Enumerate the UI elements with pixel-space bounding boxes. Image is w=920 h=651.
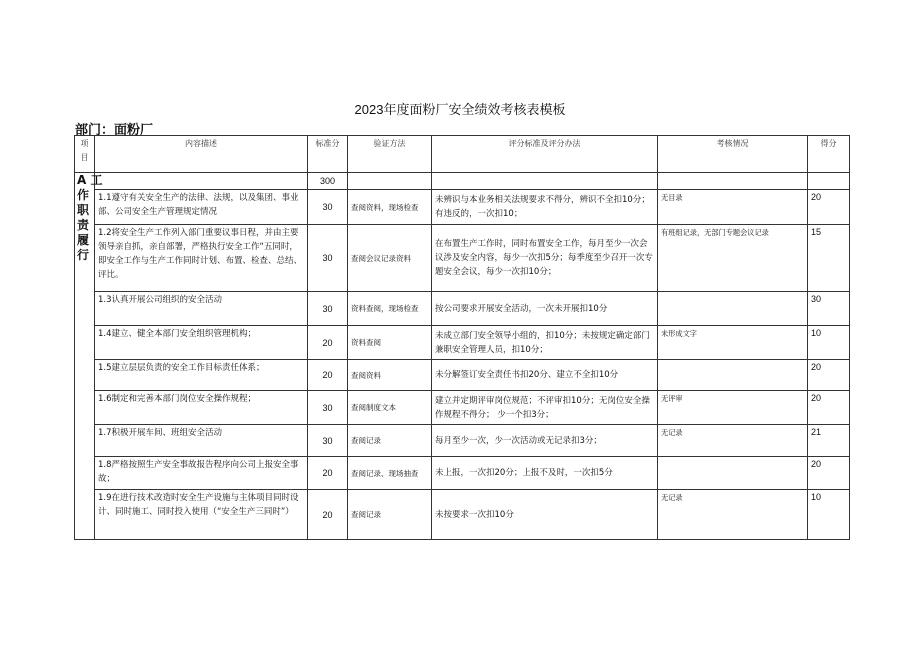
row-score: 20	[808, 190, 850, 225]
category-char: 责	[77, 218, 90, 232]
row-criteria: 未分解签订安全责任书扣20分、建立不全扣10分	[432, 360, 658, 391]
row-situation: 无记录	[658, 425, 808, 457]
header-item: 项目	[75, 136, 95, 173]
row-standard-score: 20	[308, 457, 348, 490]
row-content: 1.8严格按照生产安全事故报告程序向公司上报安全事故；	[95, 457, 308, 490]
row-standard-score: 20	[308, 326, 348, 360]
header-standard: 标准分	[308, 136, 348, 173]
row-content: 1.5建立层层负责的安全工作目标责任体系；	[95, 360, 308, 391]
row-situation: 无评审	[658, 391, 808, 425]
row-score: 15	[808, 225, 850, 292]
category-char: 职	[77, 203, 90, 217]
page-title: 2023年度面粉厂安全绩效考核表模板	[354, 102, 566, 117]
row-content: 1.6制定和完善本部门岗位安全操作规程；	[95, 391, 308, 425]
row-situation: 无记录	[658, 490, 808, 540]
row-score: 20	[808, 391, 850, 425]
subtotal-situation	[658, 173, 808, 190]
row-content: 1.1遵守有关安全生产的法律、法规，以及集团、事业部、公司安全生产管理规定情况	[95, 190, 308, 225]
category-char: 行	[77, 248, 90, 262]
row-criteria: 未上报，一次扣20分；上报不及时，一次扣5分	[432, 457, 658, 490]
row-score: 10	[808, 490, 850, 540]
subtotal-score	[808, 173, 850, 190]
row-method: 查阅资料，现场检查	[348, 190, 432, 225]
row-criteria: 每月至少一次，少一次活动或无记录扣3分；	[432, 425, 658, 457]
row-criteria: 按公司要求开展安全活动，一次未开展扣10分	[432, 292, 658, 326]
department-label: 部门：面粉厂	[75, 123, 154, 138]
row-standard-score: 30	[308, 425, 348, 457]
header-criteria: 评分标准及评分办法	[432, 136, 658, 173]
row-method: 查阅记录	[348, 425, 432, 457]
table-row	[75, 225, 850, 292]
row-method: 查阅记录、现场抽查	[348, 457, 432, 490]
row-standard-score: 30	[308, 292, 348, 326]
table-row	[75, 425, 850, 457]
category-suffix: 工	[90, 173, 103, 187]
row-score: 21	[808, 425, 850, 457]
row-method: 查阅资料	[348, 360, 432, 391]
table-row	[75, 360, 850, 391]
row-situation: 未形成文字	[658, 326, 808, 360]
row-score: 30	[808, 292, 850, 326]
row-method: 查阅制度文本	[348, 391, 432, 425]
row-standard-score: 30	[308, 391, 348, 425]
row-standard-score: 30	[308, 225, 348, 292]
header-score: 得分	[808, 136, 850, 173]
table-row	[75, 326, 850, 360]
header-situation: 考核情况	[658, 136, 808, 173]
row-situation	[658, 360, 808, 391]
row-score: 20	[808, 457, 850, 490]
table-row	[75, 490, 850, 540]
row-criteria: 未按要求一次扣10分	[432, 490, 658, 540]
table-row	[75, 457, 850, 490]
subtotal-criteria	[432, 173, 658, 190]
row-content: 1.7积极开展车间、班组安全活动	[95, 425, 308, 457]
assessment-table	[74, 135, 850, 540]
table-row	[75, 190, 850, 225]
row-situation: 无目录	[658, 190, 808, 225]
row-method: 查阅记录	[348, 490, 432, 540]
row-situation	[658, 457, 808, 490]
header-content: 内容描述	[95, 136, 308, 173]
subtotal-method	[348, 173, 432, 190]
row-score: 10	[808, 326, 850, 360]
row-content: 1.9在进行技术改造时安全生产设施与主体项目同时设计、同时施工、同时投入使用（“安全生产三同时”）	[95, 490, 308, 540]
row-content: 1.2将安全生产工作列入部门重要议事日程，并由主要领导亲自抓，亲自部署，严格执行安全工作“五同时，即安全工作与生产工作同时计划、布置、检查、总结、评比。	[95, 225, 308, 292]
header-row	[75, 136, 850, 173]
row-criteria: 建立并定期评审岗位规范；不评审扣10分；无岗位安全操作规程不得分； 少一个扣3分；	[432, 391, 658, 425]
subtotal-value: 300	[308, 173, 348, 190]
table-row	[75, 391, 850, 425]
row-score: 20	[808, 360, 850, 391]
header-method: 验证方法	[348, 136, 432, 173]
row-standard-score: 20	[308, 490, 348, 540]
row-method: 查阅会议记录资料	[348, 225, 432, 292]
row-criteria: 未成立部门安全领导小组的，扣10分；未按规定确定部门兼职安全管理人员，扣10分；	[432, 326, 658, 360]
category-cell	[75, 173, 103, 540]
subtotal-row	[75, 173, 850, 190]
row-situation	[658, 292, 808, 326]
row-criteria: 在布置生产工作时，同时布置安全工作，每月至少一次会议涉及安全内容，每少一次扣5分；每季度至少召开一次专题安全会议，每少一次扣10分；	[432, 225, 658, 292]
table-row	[75, 292, 850, 326]
category-char: 履	[77, 233, 90, 247]
row-situation: 有班组记录，无部门专题会议记录	[658, 225, 808, 292]
row-standard-score: 20	[308, 360, 348, 391]
row-method: 资料查阅	[348, 326, 432, 360]
row-content: 1.3认真开展公司组织的安全活动	[95, 292, 308, 326]
row-content: 1.4建立、健全本部门安全组织管理机构；	[95, 326, 308, 360]
row-method: 资料查阅，现场检查	[348, 292, 432, 326]
row-criteria: 未辨识与本业务相关法规要求不得分，辨识不全扣10分；有违反的，一次扣10；	[432, 190, 658, 225]
category-letter: A	[77, 173, 87, 187]
subtotal-content	[95, 173, 308, 190]
row-standard-score: 30	[308, 190, 348, 225]
category-char: 作	[77, 188, 90, 202]
